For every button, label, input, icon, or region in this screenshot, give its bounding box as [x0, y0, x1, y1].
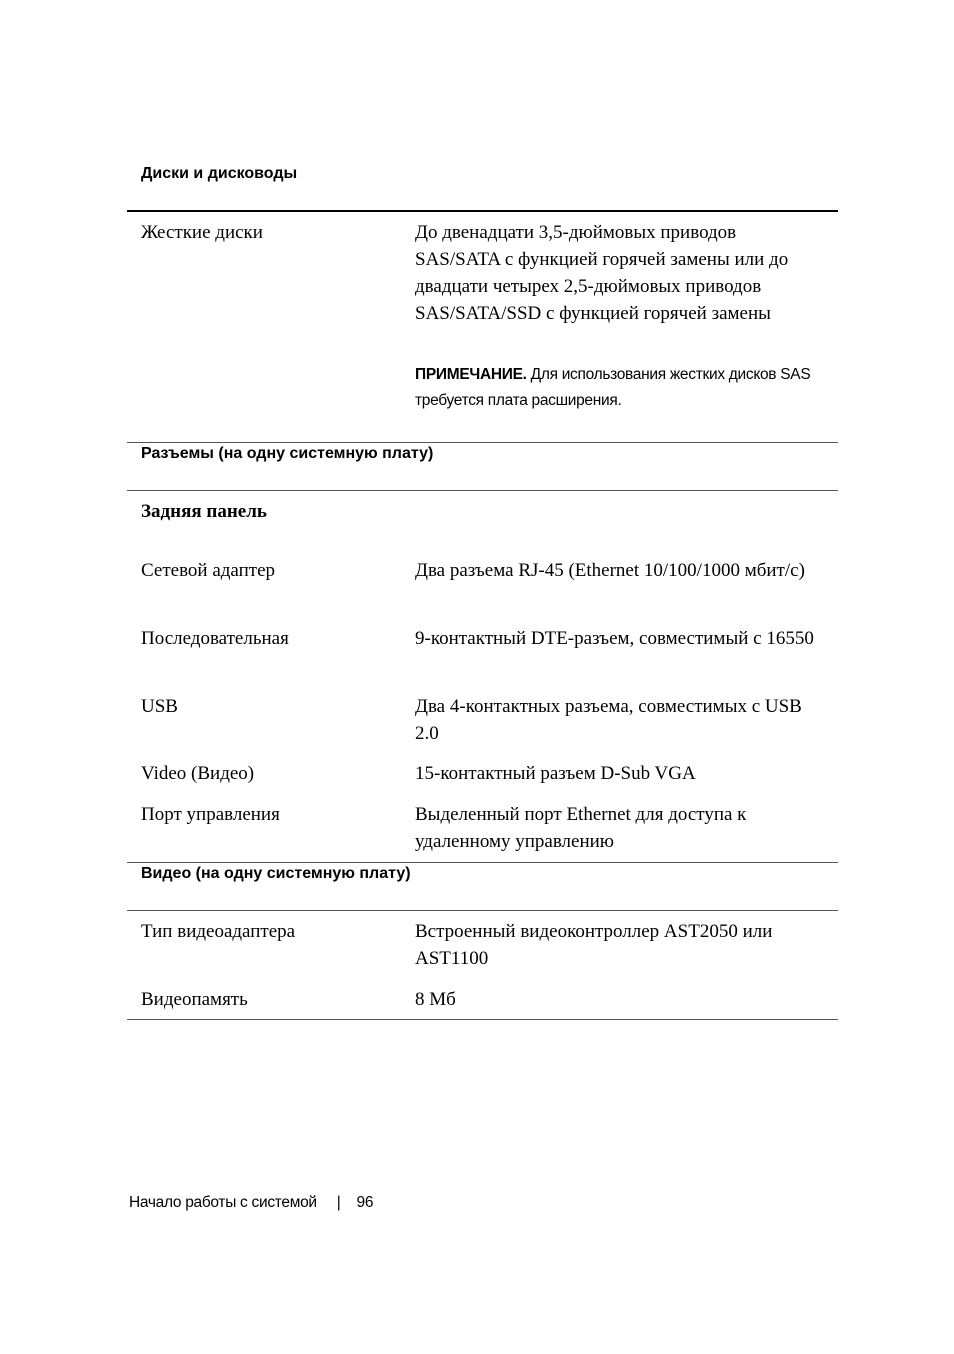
table-top-rule: [127, 210, 838, 212]
section-title-video: Видео (на одну системную плату): [141, 865, 411, 882]
page-footer: [129, 1193, 373, 1213]
row-label-network: Сетевой адаптер: [141, 560, 276, 581]
row-value-video-adapter: Встроенный видеоконтроллер AST2050 или AST1100: [415, 921, 773, 969]
row-value-management-port: Выделенный порт Ethernet для доступа к удаленному управлению: [415, 804, 747, 852]
table-bottom-rule: [127, 1019, 838, 1020]
section-divider: [127, 442, 838, 443]
row-value-video-memory: 8 Мб: [415, 989, 456, 1010]
note-hard-drives: [415, 362, 835, 414]
row-label-serial: Последовательная: [141, 628, 289, 649]
row-label-video-memory: Видеопамять: [141, 989, 248, 1010]
row-value-hard-drives: До двенадцати 3,5-дюймовых приводов SAS/SATA с функцией горячей замены или до двадцати четырех 2,5-дюймовых приводов SAS/SATA/SSD с функцией горячей замены: [415, 222, 789, 324]
section-title-connectors: Разъемы (на одну системную плату): [141, 445, 434, 462]
row-label-video-adapter: Тип видеоадаптера: [141, 921, 296, 942]
section-title-drives: Диски и дисководы: [141, 165, 298, 182]
subhead-rear-panel: Задняя панель: [141, 501, 267, 522]
footer-title: Начало работы с системой: [129, 1194, 317, 1211]
row-label-usb: USB: [141, 696, 178, 717]
row-value-network: Два разъема RJ-45 (Ethernet 10/100/1000 мбит/с): [415, 560, 805, 581]
section-divider: [127, 862, 838, 863]
section-divider: [127, 910, 838, 911]
row-label-hard-drives: Жесткие диски: [141, 222, 263, 243]
note-label: ПРИМЕЧАНИЕ.: [415, 366, 527, 383]
section-divider: [127, 490, 838, 491]
row-label-video-port: Video (Видео): [141, 763, 255, 784]
note-text: Для использования жестких дисков SAS требуется плата расширения.: [415, 366, 811, 409]
page-number: 96: [356, 1194, 374, 1211]
row-value-serial: 9-контактный DTE-разъем, совместимый с 16550: [415, 628, 814, 649]
footer-separator: |: [336, 1194, 341, 1211]
row-value-usb: Два 4-контактных разъема, совместимых с USB 2.0: [415, 696, 802, 744]
row-value-video-port: 15-контактный разъем D-Sub VGA: [415, 763, 696, 784]
row-label-management-port: Порт управления: [141, 804, 280, 825]
